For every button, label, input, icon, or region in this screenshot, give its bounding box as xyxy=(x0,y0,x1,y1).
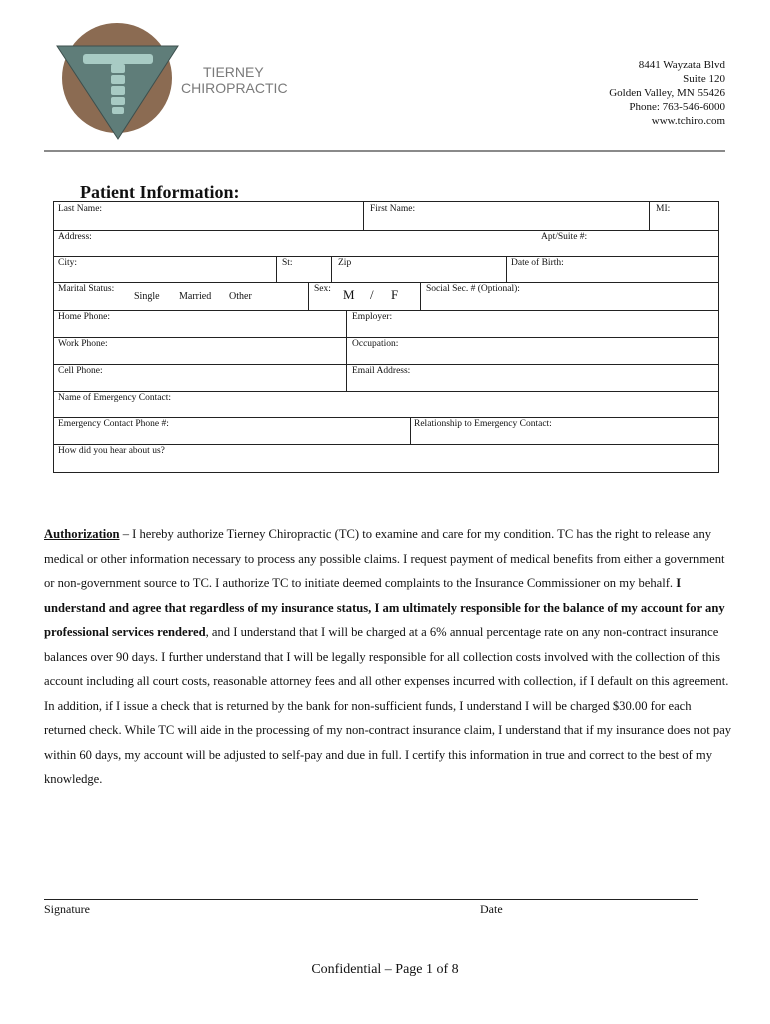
relationship-field[interactable] xyxy=(410,417,718,444)
marital-option-other[interactable]: Other xyxy=(229,291,252,302)
emergency-contact-label: Name of Emergency Contact: xyxy=(58,393,171,403)
dob-label: Date of Birth: xyxy=(511,258,564,268)
home-phone-label: Home Phone: xyxy=(58,312,110,322)
form-row-emergency-phone[interactable] xyxy=(54,417,718,445)
how-heard-field[interactable] xyxy=(54,444,718,472)
first-name-label: First Name: xyxy=(370,204,416,214)
authorization-text-2: , and I understand that I will be charged at a 6% annual percentage rate on any non-contract insurance balances over 90 days. I further understand that I will be legally responsible for all collection costs involved with the collection of this account including all court costs, reasonable attorney fees and all other expenses incurred with collection, if I default on this agreement. In addition, if I issue a check that is returned by the bank for non-sufficient funds, I understand I will be charged $30.00 for each returned check. While TC will aide in the processing of my non-contract insurance claim, I understand that if my insurance does not pay within 60 days, my account will be adjusted to self-pay and due in full. I certify this information in true and correct to the best of my knowledge. xyxy=(44,625,732,786)
authorization-heading: Authorization xyxy=(44,527,120,541)
address-line2: Suite 120 xyxy=(683,73,725,85)
form-row-city xyxy=(54,256,718,283)
employer-field[interactable] xyxy=(346,310,718,337)
form-row-name xyxy=(54,202,718,231)
sex-label: Sex: xyxy=(314,284,331,294)
date-label: Date xyxy=(480,902,503,916)
tierney-logo xyxy=(55,22,180,140)
signature-line[interactable] xyxy=(44,899,698,900)
mi-label: MI: xyxy=(656,204,671,214)
brand-line2: CHIROPRACTIC xyxy=(181,80,288,96)
email-label: Email Address: xyxy=(352,366,411,376)
patient-information-form xyxy=(53,201,719,473)
zip-label: Zip xyxy=(338,258,352,268)
authorization-text-1: – I hereby authorize Tierney Chiropractic (TC) to examine and care for my condition. TC has the right to release any medical or other information necessary to process any possible claims. I request payment of medical benefits from either a government or non-government source to TC. I authorize TC to initiate deemed complaints to the Insurance Commissioner on my behalf. xyxy=(44,527,725,590)
form-row-work-phone[interactable] xyxy=(54,337,718,365)
brand-name xyxy=(181,64,288,96)
state-label: St: xyxy=(282,258,293,268)
clinic-website: www.tchiro.com xyxy=(651,115,725,127)
brand-line1: TIERNEY xyxy=(203,64,264,80)
last-name-label: Last Name: xyxy=(58,204,103,214)
marital-option-single[interactable]: Single xyxy=(134,291,160,302)
form-row-address[interactable] xyxy=(54,230,718,257)
apt-suite-label: Apt/Suite #: xyxy=(541,232,588,242)
header-divider xyxy=(44,150,725,152)
form-row-marital xyxy=(54,282,718,311)
sex-option-m[interactable]: M xyxy=(343,287,355,302)
ssn-label: Social Sec. # (Optional): xyxy=(426,284,520,294)
email-field[interactable] xyxy=(346,364,718,391)
occupation-label: Occupation: xyxy=(352,339,399,349)
cell-phone-label: Cell Phone: xyxy=(58,366,103,376)
signature-label: Signature xyxy=(44,902,90,916)
sex-separator: / xyxy=(370,287,374,302)
address-line1: 8441 Wayzata Blvd xyxy=(638,59,725,71)
relationship-label: Relationship to Emergency Contact: xyxy=(414,419,552,429)
address-label: Address: xyxy=(58,232,92,242)
section-title: Patient Information: xyxy=(80,182,240,202)
form-row-cell-phone[interactable] xyxy=(54,364,718,392)
form-row-home-phone[interactable] xyxy=(54,310,718,338)
employer-label: Employer: xyxy=(352,312,393,322)
emergency-contact-field[interactable] xyxy=(54,391,718,418)
work-phone-label: Work Phone: xyxy=(58,339,108,349)
marital-status-label: Marital Status: xyxy=(58,284,115,294)
sex-option-f[interactable]: F xyxy=(391,287,399,302)
marital-option-married[interactable]: Married xyxy=(179,291,212,302)
authorization-bold-statement: I understand and agree that regardless of my insurance status, I am ultimately responsible for the balance of my account for any professional services rendered xyxy=(44,576,725,639)
occupation-field[interactable] xyxy=(346,337,718,364)
mi-field[interactable] xyxy=(649,202,718,230)
city-label: City: xyxy=(58,258,78,268)
authorization-paragraph xyxy=(44,522,734,792)
emergency-phone-label: Emergency Contact Phone #: xyxy=(58,419,169,429)
ssn-field[interactable] xyxy=(420,282,718,310)
page-footer: Confidential – Page 1 of 8 xyxy=(311,962,459,977)
clinic-phone: Phone: 763-546-6000 xyxy=(629,101,725,113)
address-line3: Golden Valley, MN 55426 xyxy=(609,87,725,99)
clinic-address xyxy=(609,58,725,128)
how-heard-label: How did you hear about us? xyxy=(58,446,165,456)
dob-field[interactable] xyxy=(506,256,718,282)
